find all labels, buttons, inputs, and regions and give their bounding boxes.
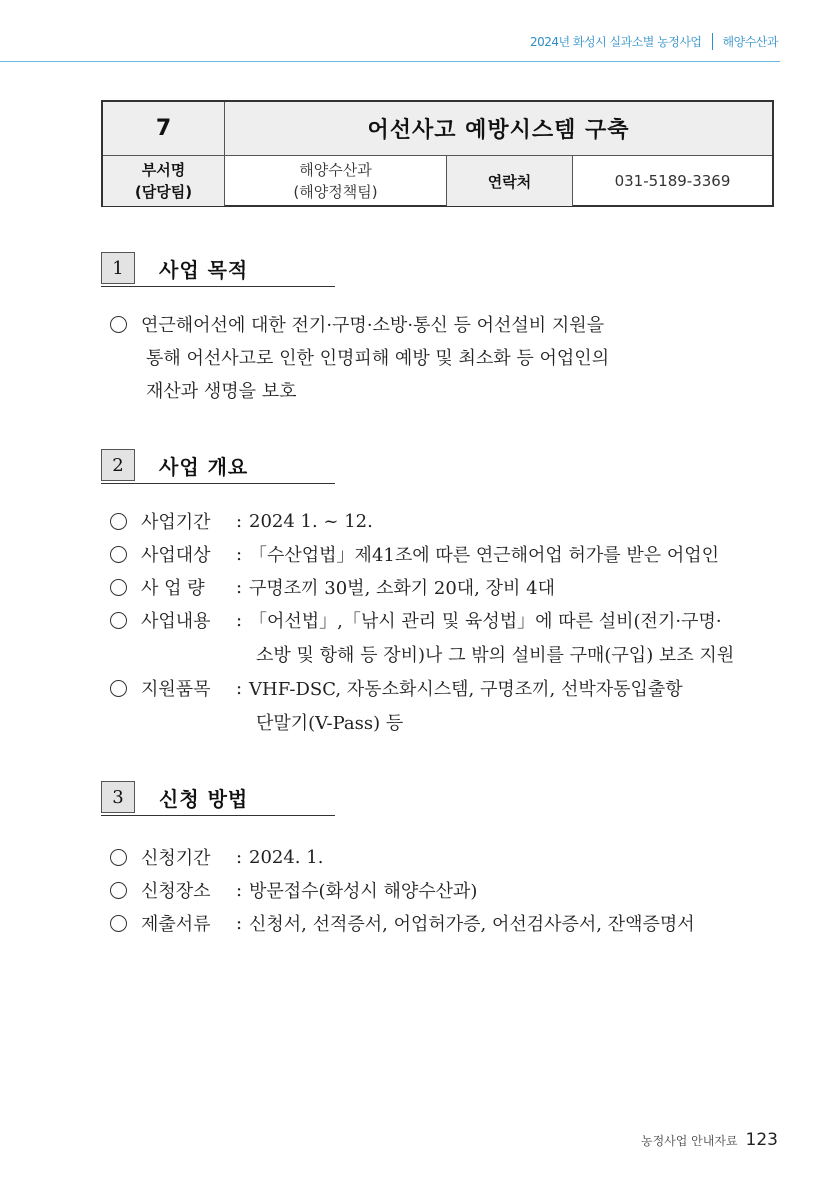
contact-value: 031-5189-3369 bbox=[614, 172, 731, 190]
purpose-line-continued: 통해 어선사고로 인한 인명피해 예방 및 최소화 등 어업인의 bbox=[146, 348, 610, 369]
running-header-divider bbox=[712, 33, 713, 50]
item-key: 사업기간 bbox=[141, 512, 211, 533]
purpose-line bbox=[110, 311, 604, 337]
contact-label: 연락처 bbox=[447, 156, 573, 206]
page-number: 123 bbox=[745, 1130, 778, 1150]
running-header bbox=[530, 33, 778, 50]
item-colon: : bbox=[235, 609, 243, 631]
section-title: 신청 방법 bbox=[159, 786, 249, 811]
item-value: 방문접수(화성시 해양수산과) bbox=[249, 881, 478, 902]
team-label: (담당팀) bbox=[134, 183, 193, 201]
section-number-box: 2 bbox=[101, 449, 135, 481]
item-value: 「어선법」,「낚시 관리 및 육성법」에 따른 설비(전기·구명· bbox=[249, 611, 722, 632]
item-value-continued: 단말기(V-Pass) 등 bbox=[256, 713, 404, 734]
overview-item-quantity bbox=[110, 574, 555, 600]
overview-item-target bbox=[110, 541, 719, 567]
project-title-row bbox=[103, 102, 772, 156]
item-value: 신청서, 선적증서, 어업허가증, 어선검사증서, 잔액증명서 bbox=[249, 914, 695, 935]
section-heading-overview bbox=[101, 448, 248, 482]
item-key: 사업내용 bbox=[141, 611, 211, 632]
header-rule bbox=[0, 61, 780, 62]
item-value: 2024 1. ~ 12. bbox=[249, 510, 373, 532]
purpose-text: 연근해어선에 대한 전기·구명·소방·통신 등 어선설비 지원을 bbox=[141, 315, 605, 336]
section-underline bbox=[101, 483, 335, 484]
bullet-circle-icon bbox=[110, 316, 127, 333]
item-key: 제출서류 bbox=[141, 914, 211, 935]
department-label-cell bbox=[103, 156, 225, 206]
item-key: 신청기간 bbox=[141, 848, 211, 869]
item-colon: : bbox=[235, 576, 243, 598]
application-item-period bbox=[110, 844, 323, 870]
department-value: 해양수산과 bbox=[299, 161, 372, 179]
section-title: 사업 목적 bbox=[159, 257, 249, 282]
team-value: (해양정책팀) bbox=[293, 183, 378, 201]
running-header-title: 2024년 화성시 실과소별 농정사업 bbox=[529, 35, 702, 49]
section-number-box: 3 bbox=[101, 781, 135, 813]
item-value: VHF-DSC, 자동소화시스템, 구명조끼, 선박자동입출항 bbox=[249, 679, 683, 700]
item-value-continued: 소방 및 항해 등 장비)나 그 밖의 설비를 구매(구입) 보조 지원 bbox=[256, 645, 735, 666]
item-key: 사업대상 bbox=[141, 545, 211, 566]
overview-item-support bbox=[110, 675, 683, 701]
bullet-circle-icon bbox=[110, 546, 127, 563]
department-label: 부서명 bbox=[141, 161, 186, 179]
bullet-circle-icon bbox=[110, 612, 127, 629]
item-key: 지원품목 bbox=[141, 679, 211, 700]
bullet-circle-icon bbox=[110, 882, 127, 899]
item-colon: : bbox=[235, 677, 243, 699]
overview-item-period bbox=[110, 508, 373, 534]
bullet-circle-icon bbox=[110, 513, 127, 530]
item-value: 「수산업법」제41조에 따른 연근해어업 허가를 받은 어업인 bbox=[249, 545, 720, 566]
bullet-circle-icon bbox=[110, 915, 127, 932]
overview-item-content bbox=[110, 607, 722, 633]
bullet-circle-icon bbox=[110, 849, 127, 866]
section-number-box: 1 bbox=[101, 252, 135, 284]
section-heading-application bbox=[101, 780, 248, 814]
project-number: 7 bbox=[103, 102, 225, 155]
section-title: 사업 개요 bbox=[159, 454, 249, 479]
department-value-cell bbox=[225, 156, 447, 206]
section-underline bbox=[101, 286, 335, 287]
item-colon: : bbox=[235, 912, 243, 934]
running-header-department: 해양수산과 bbox=[722, 35, 778, 49]
project-info-table bbox=[101, 100, 774, 207]
item-colon: : bbox=[235, 846, 243, 868]
item-colon: : bbox=[235, 543, 243, 565]
application-item-place bbox=[110, 877, 477, 903]
page-footer bbox=[641, 1130, 778, 1150]
footer-text: 농정사업 안내자료 bbox=[640, 1134, 738, 1148]
section-heading-purpose bbox=[101, 251, 248, 285]
item-colon: : bbox=[235, 879, 243, 901]
item-value: 구명조끼 30벌, 소화기 20대, 장비 4대 bbox=[249, 578, 555, 599]
item-key: 신청장소 bbox=[141, 881, 211, 902]
item-colon: : bbox=[235, 510, 243, 532]
section-underline bbox=[101, 815, 335, 816]
purpose-line-continued: 재산과 생명을 보호 bbox=[146, 381, 297, 402]
application-item-documents bbox=[110, 910, 695, 936]
project-detail-row bbox=[103, 156, 772, 206]
item-value: 2024. 1. bbox=[249, 846, 324, 868]
bullet-circle-icon bbox=[110, 680, 127, 697]
item-key: 사 업 량 bbox=[141, 578, 205, 599]
bullet-circle-icon bbox=[110, 579, 127, 596]
project-title: 어선사고 예방시스템 구축 bbox=[367, 118, 630, 143]
